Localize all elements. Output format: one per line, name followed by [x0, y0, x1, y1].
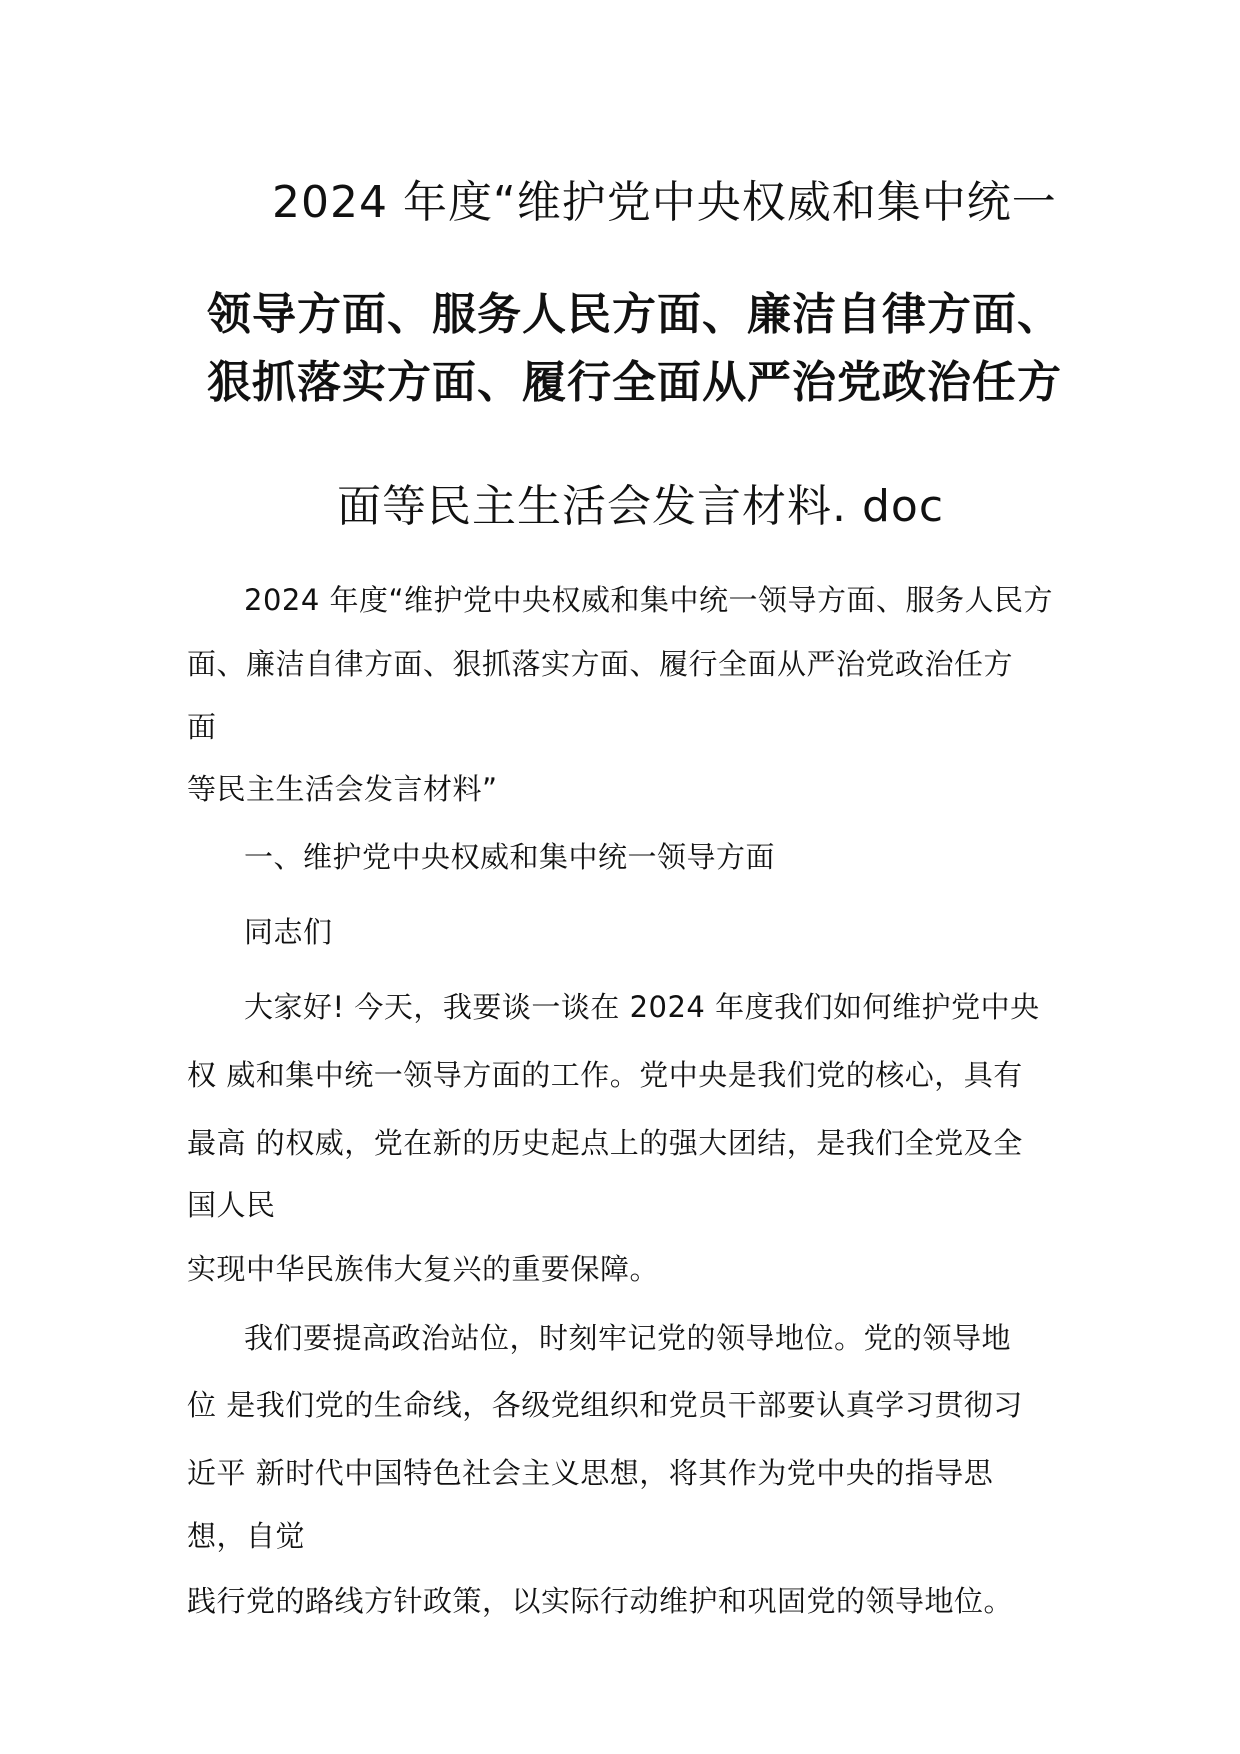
paragraph2-line-1: 我们要提高政治站位，时刻牢记党的领导地位。党的领导地 — [244, 1321, 1012, 1355]
paragraph1-line-1: 大家好! 今天，我要谈一谈在 2024 年度我们如何维护党中央 — [244, 990, 1040, 1024]
paragraph2-line-3: 近平 新时代中国特色社会主义思想，将其作为党中央的指导思 — [187, 1456, 994, 1490]
title-line-4: 面等民主生活会发言材料. doc — [337, 481, 945, 532]
paragraph2-line-2: 位 是我们党的生命线，各级党组织和党员干部要认真学习贯彻习 — [187, 1388, 1023, 1422]
paragraph1-line-5: 实现中华民族伟大复兴的重要保障。 — [187, 1252, 660, 1286]
paragraph1-line-2: 权 威和集中统一领导方面的工作。党中央是我们党的核心，具有 — [187, 1058, 1023, 1092]
intro-line-1: 2024 年度“维护党中央权威和集中统一领导方面、服务人民方 — [244, 583, 1054, 617]
title-line-1: 2024 年度“维护党中央权威和集中统一 — [272, 177, 1057, 228]
section-heading: 一、维护党中央权威和集中统一领导方面 — [244, 840, 776, 874]
title-line-3: 狠抓落实方面、履行全面从严治党政治任方 — [207, 357, 1062, 408]
paragraph1-line-4: 国人民 — [187, 1188, 276, 1222]
paragraph2-line-5: 践行党的路线方针政策，以实际行动维护和巩固党的领导地位。 — [187, 1584, 1014, 1618]
title-line-2: 领导方面、服务人民方面、廉洁自律方面、 — [207, 289, 1062, 340]
intro-line-2: 面、廉洁自律方面、狠抓落实方面、履行全面从严治党政治任方 — [187, 647, 1014, 681]
paragraph1-line-3: 最高 的权威，党在新的历史起点上的强大团结，是我们全党及全 — [187, 1126, 1023, 1160]
paragraph2-line-4: 想，自觉 — [187, 1519, 306, 1553]
salutation: 同志们 — [244, 915, 333, 949]
intro-line-4: 等民主生活会发言材料” — [187, 772, 498, 806]
intro-line-3: 面 — [187, 710, 217, 744]
